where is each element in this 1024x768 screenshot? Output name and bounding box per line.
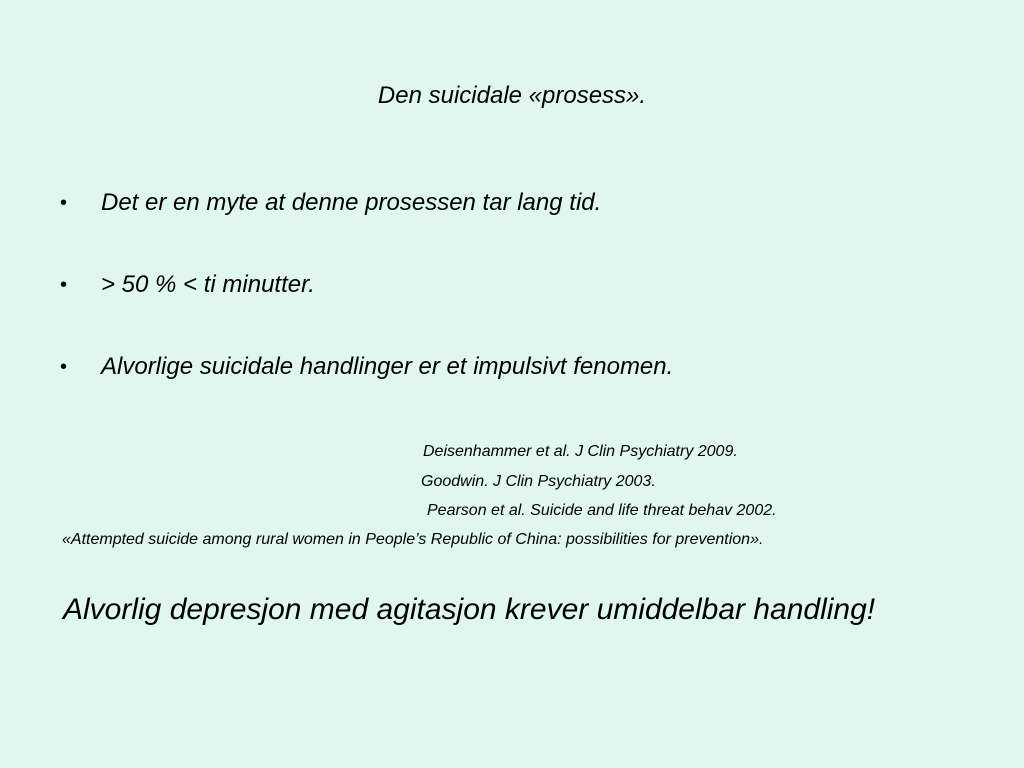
reference-line: Deisenhammer et al. J Clin Psychiatry 2009.: [423, 443, 738, 460]
slide-title: Den suicidale «prosess».: [377, 82, 647, 109]
reference-line: «Attempted suicide among rural women in People’s Republic of China: possibilities for prevention».: [62, 531, 764, 548]
bullet-text: > 50 % < ti minutter.: [101, 271, 315, 298]
bullet-text: Alvorlige suicidale handlinger er et impulsivt fenomen.: [101, 353, 674, 380]
bullet-icon: •: [60, 274, 68, 296]
reference-line: Pearson et al. Suicide and life threat behav 2002.: [427, 502, 777, 519]
bullet-icon: •: [60, 192, 68, 214]
bullet-text: Det er en myte at denne prosessen tar lang tid.: [101, 189, 602, 216]
conclusion-text: Alvorlig depresjon med agitasjon krever umiddelbar handling!: [63, 593, 876, 626]
reference-line: Goodwin. J Clin Psychiatry 2003.: [421, 473, 656, 490]
bullet-icon: •: [60, 356, 68, 378]
